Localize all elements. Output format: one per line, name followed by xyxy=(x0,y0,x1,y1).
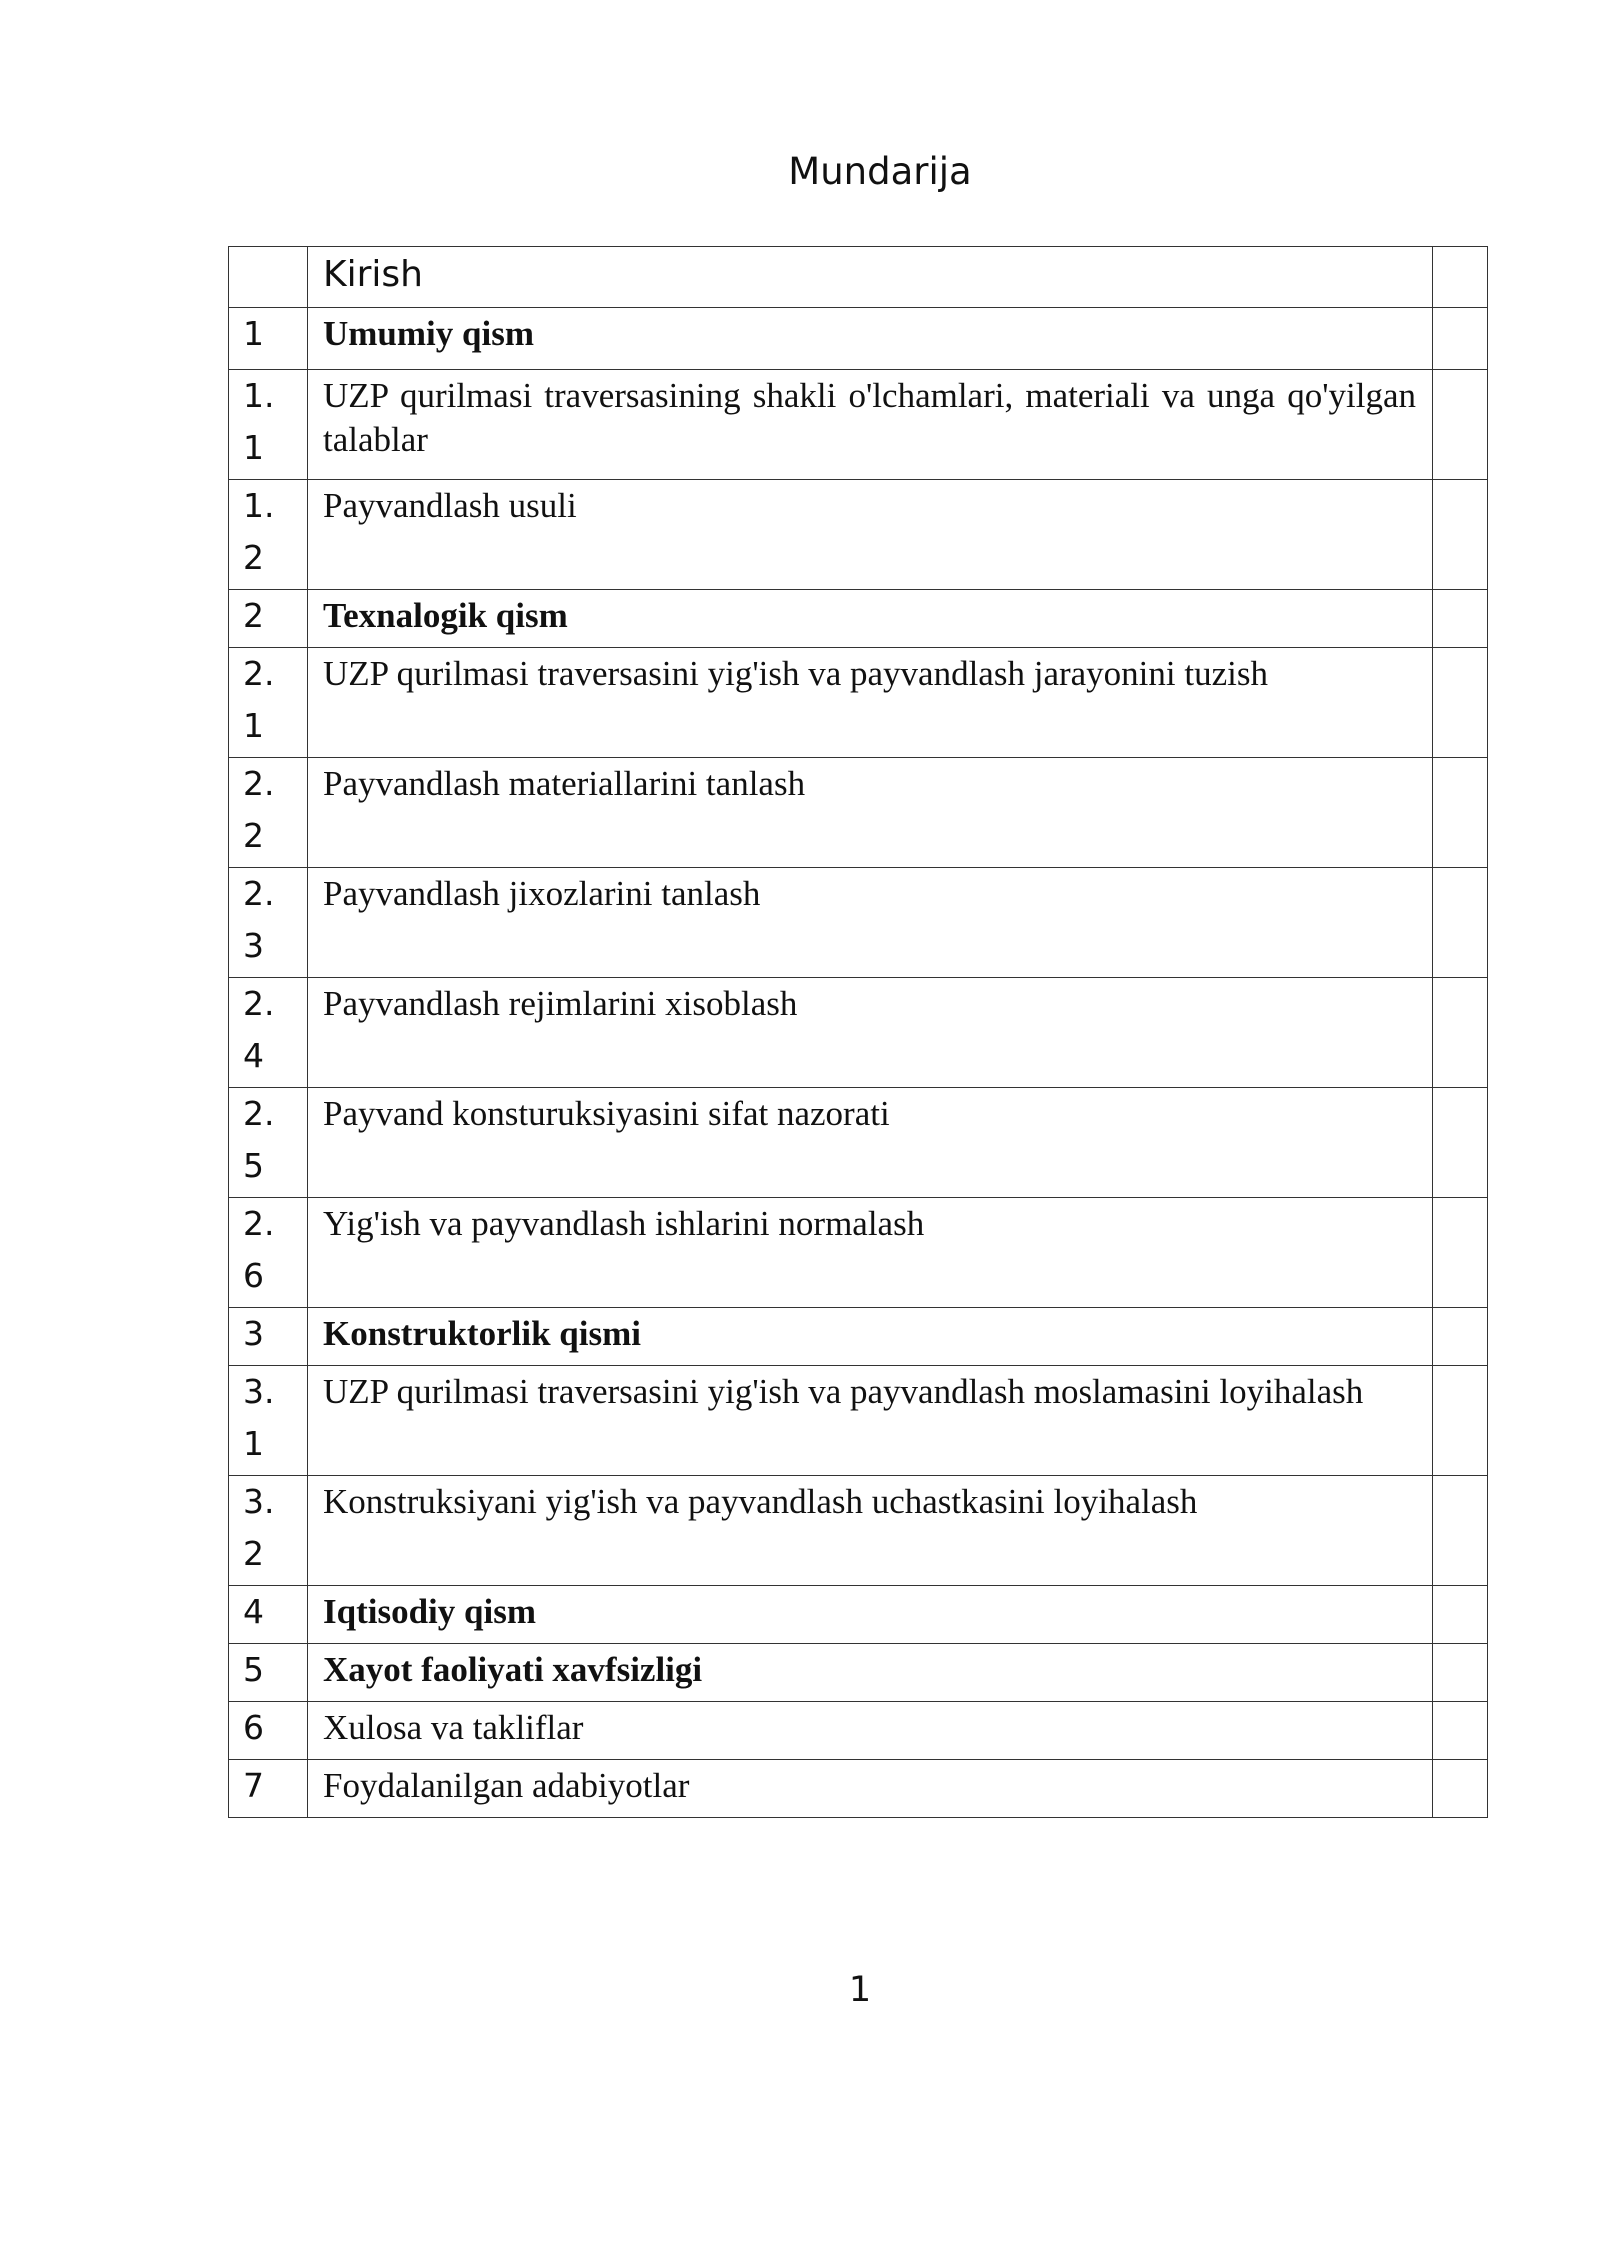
section-number-part: 5 xyxy=(243,1650,264,1689)
section-number xyxy=(229,480,308,590)
section-number xyxy=(229,1702,308,1760)
section-number xyxy=(229,590,308,648)
section-number xyxy=(229,978,308,1088)
section-page-cell xyxy=(1433,1366,1488,1476)
section-number-subpart: 1 xyxy=(243,1424,264,1463)
section-page-cell xyxy=(1433,1088,1488,1198)
section-number xyxy=(229,308,308,370)
section-number-subpart: 4 xyxy=(243,1036,264,1075)
section-title: Texnalogik qism xyxy=(308,590,1433,648)
section-number-subpart: 2 xyxy=(243,538,264,577)
section-number xyxy=(229,247,308,308)
section-number-subpart: 3 xyxy=(243,926,264,965)
section-page-cell xyxy=(1433,868,1488,978)
section-number-part: 7 xyxy=(243,1766,264,1805)
section-title: Foydalanilgan adabiyotlar xyxy=(308,1760,1433,1818)
section-number-subpart: 2 xyxy=(243,1534,264,1573)
section-number-part xyxy=(243,247,307,299)
section-title: Kirish xyxy=(308,247,1433,308)
section-number-part: 2. xyxy=(243,764,275,803)
section-page-cell xyxy=(1433,1476,1488,1586)
toc-row xyxy=(229,1366,1488,1476)
section-number-part: 2 xyxy=(243,596,264,635)
section-title: Payvandlash jixozlarini tanlash xyxy=(308,868,1433,978)
section-number-part: 4 xyxy=(243,1592,264,1631)
section-title: Xayot faoliyati xavfsizligi xyxy=(308,1644,1433,1702)
toc-row xyxy=(229,247,1488,308)
section-page-cell xyxy=(1433,1198,1488,1308)
toc-row xyxy=(229,1760,1488,1818)
section-number-part: 3. xyxy=(243,1482,275,1521)
toc-row xyxy=(229,1198,1488,1308)
toc-row xyxy=(229,1644,1488,1702)
section-number xyxy=(229,370,308,480)
section-number xyxy=(229,1198,308,1308)
section-number xyxy=(229,648,308,758)
toc-body xyxy=(229,247,1488,1818)
section-number-part: 1. xyxy=(243,376,275,415)
section-page-cell xyxy=(1433,648,1488,758)
section-number-part: 2. xyxy=(243,654,275,693)
toc-row xyxy=(229,1586,1488,1644)
table-of-contents xyxy=(228,246,1488,1818)
section-number-part: 3 xyxy=(243,1314,264,1353)
toc-row xyxy=(229,370,1488,480)
section-page-cell xyxy=(1433,247,1488,308)
section-page-cell xyxy=(1433,1308,1488,1366)
page-number: 1 xyxy=(848,1970,872,2010)
section-page-cell xyxy=(1433,370,1488,480)
section-page-cell xyxy=(1433,480,1488,590)
section-page-cell xyxy=(1433,1644,1488,1702)
toc-row xyxy=(229,648,1488,758)
section-page-cell xyxy=(1433,1760,1488,1818)
section-page-cell xyxy=(1433,1702,1488,1760)
section-title: Xulosa va takliflar xyxy=(308,1702,1433,1760)
section-number-part: 2. xyxy=(243,984,275,1023)
section-number-part: 2. xyxy=(243,874,275,913)
section-number-part: 3. xyxy=(243,1372,275,1411)
section-number-part: 1 xyxy=(243,314,264,353)
section-number-subpart: 1 xyxy=(243,706,264,745)
toc-row xyxy=(229,308,1488,370)
section-title: Payvandlash materiallarini tanlash xyxy=(308,758,1433,868)
section-page-cell xyxy=(1433,978,1488,1088)
section-number-part: 2. xyxy=(243,1204,275,1243)
section-number xyxy=(229,1088,308,1198)
section-number-subpart: 5 xyxy=(243,1146,264,1185)
section-number xyxy=(229,1586,308,1644)
toc-row xyxy=(229,480,1488,590)
toc-row xyxy=(229,1476,1488,1586)
toc-row xyxy=(229,868,1488,978)
section-title: Payvandlash usuli xyxy=(308,480,1433,590)
section-number xyxy=(229,1476,308,1586)
section-title: UZP qurilmasi traversasini yig'ish va payvandlash jarayonini tuzish xyxy=(308,648,1433,758)
section-number xyxy=(229,868,308,978)
section-number xyxy=(229,758,308,868)
section-title: UZP qurilmasi traversasining shakli o'lchamlari, materiali va unga qo'yilgan talablar xyxy=(308,370,1433,480)
section-title: Payvandlash rejimlarini xisoblash xyxy=(308,978,1433,1088)
toc-row xyxy=(229,978,1488,1088)
page-title: Mundarija xyxy=(788,150,972,193)
toc-row xyxy=(229,1308,1488,1366)
section-page-cell xyxy=(1433,308,1488,370)
section-number xyxy=(229,1760,308,1818)
section-page-cell xyxy=(1433,1586,1488,1644)
section-title: Konstruksiyani yig'ish va payvandlash uchastkasini loyihalash xyxy=(308,1476,1433,1586)
toc-row xyxy=(229,1088,1488,1198)
section-number-part: 1. xyxy=(243,486,275,525)
section-page-cell xyxy=(1433,758,1488,868)
section-title: Yig'ish va payvandlash ishlarini normalash xyxy=(308,1198,1433,1308)
section-number xyxy=(229,1308,308,1366)
section-number xyxy=(229,1644,308,1702)
toc-row xyxy=(229,758,1488,868)
section-title: Iqtisodiy qism xyxy=(308,1586,1433,1644)
section-number-subpart: 1 xyxy=(243,428,264,467)
section-title: Konstruktorlik qismi xyxy=(308,1308,1433,1366)
section-number-subpart: 2 xyxy=(243,816,264,855)
toc-row xyxy=(229,590,1488,648)
section-title: Payvand konsturuksiyasini sifat nazorati xyxy=(308,1088,1433,1198)
section-page-cell xyxy=(1433,590,1488,648)
toc-row xyxy=(229,1702,1488,1760)
section-number-part: 6 xyxy=(243,1708,264,1747)
section-title: Umumiy qism xyxy=(308,308,1433,370)
section-number-part: 2. xyxy=(243,1094,275,1133)
section-number xyxy=(229,1366,308,1476)
section-number-subpart: 6 xyxy=(243,1256,264,1295)
section-title: UZP qurilmasi traversasini yig'ish va payvandlash moslamasini loyihalash xyxy=(308,1366,1433,1476)
